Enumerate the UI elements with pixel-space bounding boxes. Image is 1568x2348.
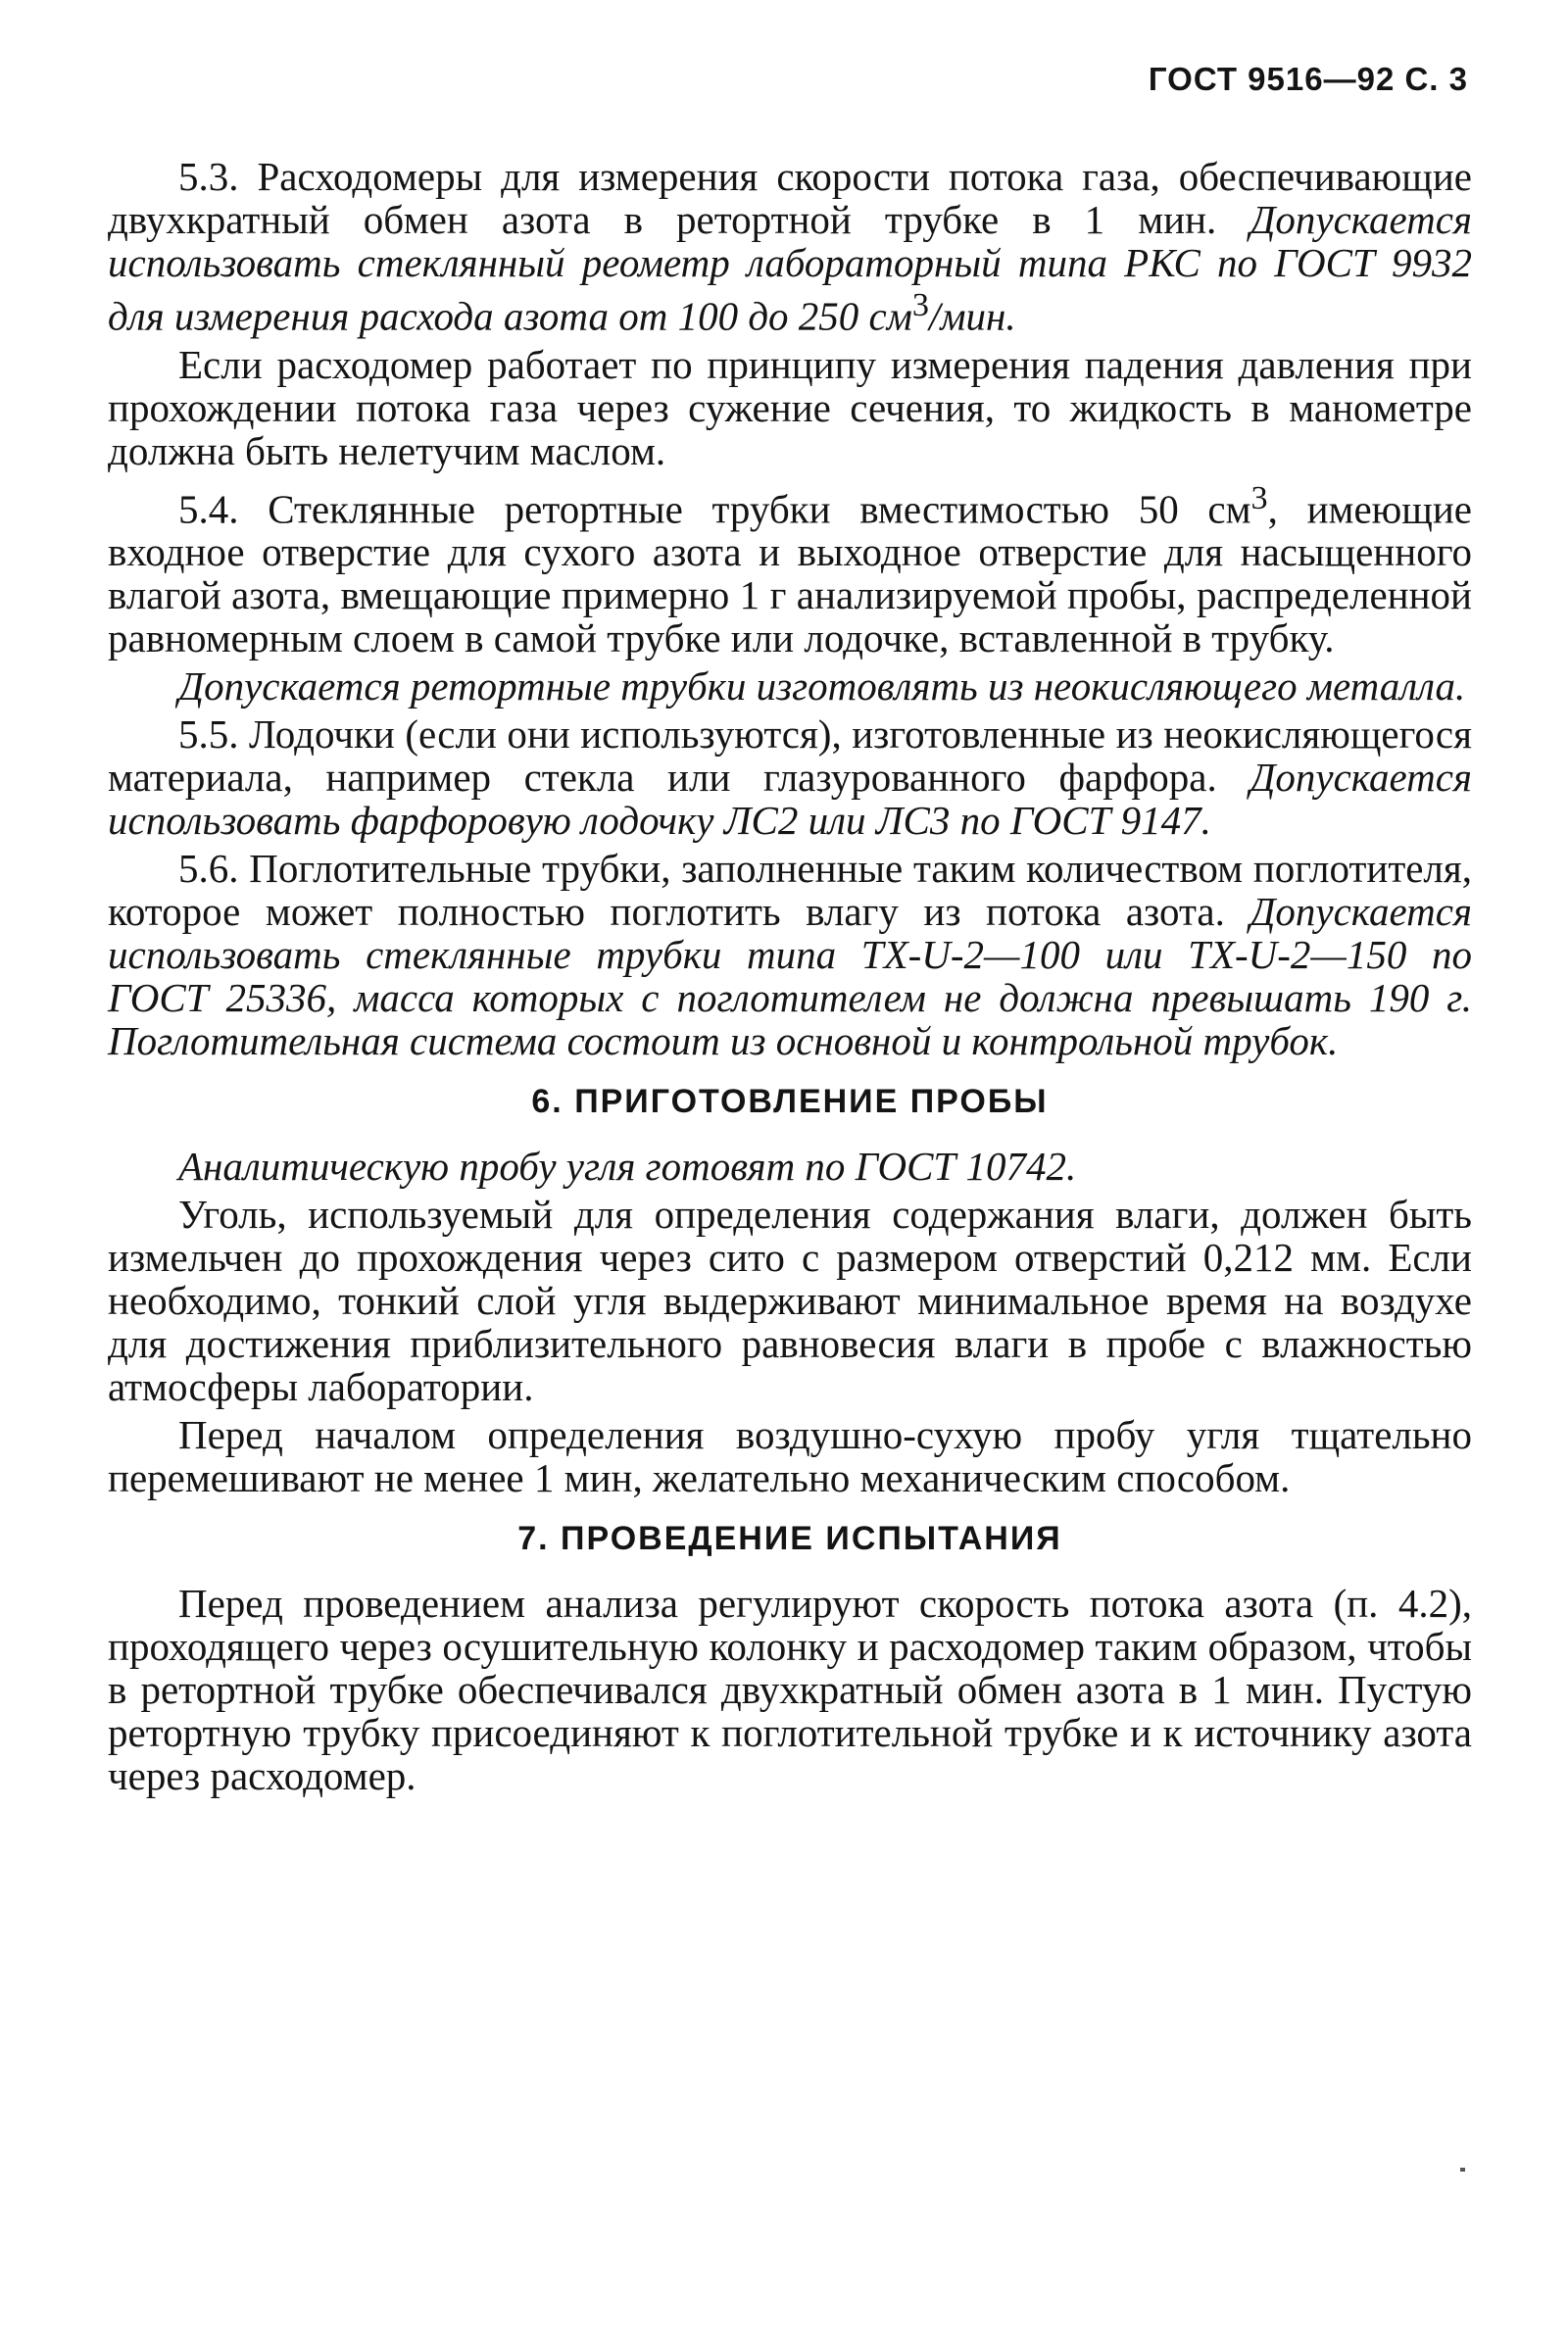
paragraph-5-5-text: 5.5. Лодочки (если они используются), изготовленные из неокисляющегося материала, например стекла или глазурованного фарфора. [108,711,1472,801]
paragraph-5-4-note [108,664,1472,708]
paragraph-5-4-superscript: 3 [1250,479,1268,516]
paragraph-5-3-superscript: 3 [911,287,929,323]
paragraph-5-4-after: , имеющие входное отверстие для сухого азота и выходное отверстие для насыщенного влагой азота, вмещающие примерно 1 г анализируемой пробы, распределенной равномерным слоем в самой трубке или лодочке, вставленной в трубку. [108,486,1472,661]
stray-mark [1460,2168,1465,2172]
section-7-heading: 7. ПРОВЕДЕНИЕ ИСПЫТАНИЯ [517,1520,1062,1558]
section-7-paragraph-1: Перед проведением анализа регулируют скорость потока азота (п. 4.2), проходящего через осушительную колонку и расходомер таким образом, чтобы в ретортной трубке обеспечивался двухкратный обмен азота в 1 мин. Пустую ретортную трубку присоединяют к поглотительной трубке и к источнику азота через расходомер. [108,1581,1472,1799]
paragraph-5-6 [108,847,1472,1062]
running-header: ГОСТ 9516—92 С. 3 [1148,61,1468,97]
paragraph-5-6-text: 5.6. Поглотительные трубки, заполненные таким количеством поглотителя, которое может полностью поглотить влагу из потока азота. [108,846,1472,935]
paragraph-5-6-italic: Допускается использовать стеклянные трубки типа ТХ-U-2—100 или ТХ-U-2—150 по ГОСТ 25336, масса которых с поглотителем не должна превышать 190 г. Поглотительная система состоит из основной и контрольной трубок. [108,889,1472,1064]
paragraph-5-4-note-italic: Допускается ретортные трубки изготовлять из неокисляющего металла. [178,663,1466,709]
section-6-paragraph-2: Уголь, используемый для определения содержания влаги, должен быть измельчен до прохождения через сито с размером отверстий 0,212 мм. Если необходимо, тонкий слой угля выдерживают минимальное время на воздухе для достижения приблизительного равновесия влаги в пробе с влажностью атмосферы лаборатории. [108,1192,1472,1410]
section-6-paragraph-1-italic: Аналитическую пробу угля готовят по ГОСТ 10742. [178,1144,1077,1190]
paragraph-5-4 [108,477,1472,660]
paragraph-5-3-continued: Если расходомер работает по принципу измерения падения давления при прохождении потока газа через сужение сечения, то жидкость в манометре должна быть нелетучим маслом. [108,341,1472,473]
section-6-paragraph-3: Перед началом определения воздушно-сухую пробу угля тщательно перемешивают не менее 1 мин, желательно механическим способом. [108,1412,1472,1501]
document-body [108,155,1472,1802]
section-6-paragraph-1 [108,1145,1472,1188]
paragraph-5-3-italic-end: /мин. [929,293,1016,339]
paragraph-5-5 [108,712,1472,842]
paragraph-5-3-italic: Допускается использовать стеклянный реометр лабораторный типа РКС по ГОСТ 9932 для измерения расхода азота от 100 до 250 см [108,197,1472,339]
paragraph-5-4-before: 5.4. Стеклянные ретортные трубки вместимостью 50 см [178,486,1251,532]
section-6-heading: 6. ПРИГОТОВЛЕНИЕ ПРОБЫ [531,1083,1049,1121]
paragraph-5-3 [108,155,1472,338]
paragraph-5-5-italic: Допускается использовать фарфоровую лодочку ЛС2 или ЛС3 по ГОСТ 9147. [108,755,1472,844]
paragraph-5-3-text: 5.3. Расходомеры для измерения скорости потока газа, обеспечивающие двухкратный обмен азота в ретортной трубке в 1 мин. [108,154,1472,242]
